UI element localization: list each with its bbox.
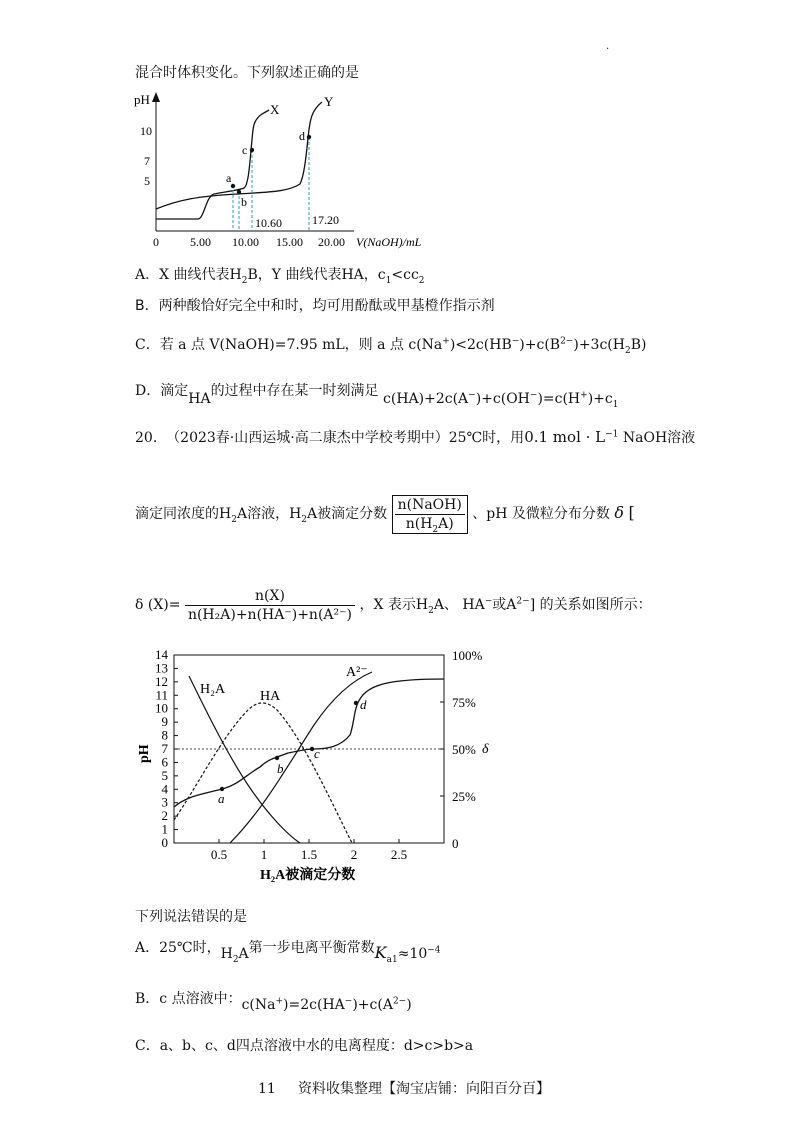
q20-stem-line-1: 20. （2023春·山西运城·高二康杰中学校考期中）25℃时，用0.1 mol · $L^{-1}$ NaOH溶液	[135, 428, 696, 446]
curve-ph	[174, 679, 444, 807]
q20-option-c: C．a、b、c、d四点溶液中水的电离程度：d>c>b>a	[135, 1038, 474, 1054]
chart2-point-d	[354, 701, 358, 705]
chart2-y-tick-label: 0	[161, 835, 168, 850]
chart2-y-tick-label: 11	[155, 687, 168, 703]
chart2-x-tick-label: 2.5	[390, 847, 408, 862]
chart2-y-tick-label: 9	[161, 714, 168, 730]
chart2-right-ticks	[440, 648, 483, 851]
chart2-point-b	[275, 756, 279, 760]
chart1-x-label: V(NaOH)/mL	[356, 235, 422, 249]
chart2-y-tick-label: 4	[161, 781, 168, 797]
chart1-y-tick: 7	[144, 154, 150, 168]
chart1-point-label-c: c	[242, 143, 248, 157]
chart1-point-d	[307, 135, 311, 139]
chart2-point-label-c: c	[314, 746, 320, 761]
q19-option-b: B．两种酸恰好完全中和时，均可用酚酞或甲基橙作指示剂	[135, 298, 495, 314]
chart1-y-tick: 5	[144, 174, 150, 188]
q19-option-d: D．滴定HA的过程中存在某一时刻满足 $c(HA)+2c(A^-)+c(OH^-)=c(H^+)+c_1$	[135, 383, 619, 410]
chart1-x-tick: 10.00	[232, 235, 259, 249]
page-number: 11	[258, 1081, 276, 1097]
chart2-x-tick-label: 2	[350, 847, 358, 862]
q20-stem-line-2: 滴定同浓度的$H_2A$溶液，$H_2A$被滴定分数 $\frac{\text{n(NaOH)}}{n(H_2A)}$ 、pH 及微粒分布分数 δ [	[135, 496, 635, 535]
corner-mark: .	[606, 41, 610, 52]
footer-text: 资料收集整理【淘宝店铺：向阳百分百】	[298, 1081, 550, 1097]
chart1-point-label-d: d	[299, 129, 305, 143]
chart1-y-tick: 10	[140, 124, 152, 138]
chart1-y-arrow	[152, 92, 160, 102]
chart2-point-label-d: d	[360, 697, 367, 712]
q19-option-c: C．若 a 点 V(NaOH)=7.95 mL，则 a 点 $c(Na^+)<2c(HB^-)+c(B^{2-})+3c(H_2B)$	[135, 336, 647, 356]
q20-option-a: A．25℃时，$H_2A$第一步电离平衡常数$K_{a1}\approx 10^{-4}$	[135, 940, 441, 965]
chart2-right-tick-label: 75%	[452, 695, 476, 710]
chart1-point-a	[231, 184, 235, 188]
chart2-right-tick-label: 25%	[452, 789, 476, 804]
chart2-species-a2: A²⁻	[346, 665, 368, 680]
chart2-y-tick-label: 5	[161, 767, 168, 783]
chart1-curve-label-y: Y	[324, 94, 334, 109]
chart1-point-label-a: a	[226, 171, 232, 185]
chart1-y-label: pH	[134, 92, 150, 107]
chart2-species-ha: HA	[260, 689, 281, 704]
intro-line: 混合时体积变化。下列叙述正确的是	[135, 65, 359, 81]
chart2-x-tick-label: 0.5	[210, 847, 228, 862]
curve-a2	[230, 672, 372, 843]
frac-numerator: n(NaOH)	[395, 496, 465, 515]
chart1-x-tick: 15.00	[276, 235, 303, 249]
chart1-x-tick: 20.00	[318, 235, 345, 249]
chart2-x-tick-label: 1	[260, 847, 268, 862]
chart2-y-tick-label: 3	[161, 794, 168, 810]
chart2-y-tick-label: 12	[155, 673, 168, 689]
chart1-point-label-b: b	[241, 195, 247, 209]
chart2-point-label-b: b	[277, 761, 284, 776]
chart2-x-label: H₂A被滴定分数	[260, 868, 356, 883]
chart2-y-right-label: δ	[482, 742, 489, 757]
q20-definition: δ (X)= $\frac{n(X)}{\text{n(H₂A)+n(HA⁻)+n(A²⁻)}}$ ，X 表示$H_2A$、 HA−或$A^{2-}$] 的关系如图所示：	[135, 587, 652, 623]
chart1-annotation-1060: 10.60	[255, 216, 282, 230]
titration-chart-2	[128, 645, 498, 890]
chart2-right-tick-label: 0	[452, 836, 459, 851]
chart2-y-left-label: pH	[137, 744, 152, 763]
chart2-right-tick-label: 100%	[452, 648, 483, 663]
curve-ha	[174, 703, 352, 843]
chart1-curve-label-x: X	[270, 102, 280, 117]
chart2-point-label-a: a	[218, 791, 225, 806]
q19-option-a: A．X 曲线代表$H_2B$，Y 曲线代表HA，$c_1<cc_2$	[135, 267, 425, 286]
chart2-y-tick-label: 1	[161, 821, 168, 837]
chart1-annotation-1720: 17.20	[312, 213, 339, 227]
chart2-y-tick-label: 10	[155, 700, 168, 716]
chart2-y-tick-label: 8	[161, 727, 168, 743]
chart2-y-tick-label: 13	[155, 660, 168, 676]
q20-option-b: B．c 点溶液中：$c(Na^+)=2c(HA^-)+c(A^{2-})$	[135, 991, 412, 1013]
chart1-point-b	[237, 190, 241, 194]
chart2-y-tick-label: 14	[155, 647, 168, 662]
chart2-right-tick-label: 50%	[452, 742, 476, 757]
chart2-y-tick-label: 7	[161, 741, 168, 756]
chart1-x-tick: 0	[153, 235, 159, 249]
chart1-point-c	[250, 148, 254, 152]
frac-denominator: n(H	[405, 515, 433, 532]
chart2-y-tick-label: 2	[161, 808, 168, 824]
q20-question-stem: 下列说法错误的是	[135, 909, 247, 925]
chart1-x-tick: 5.00	[190, 235, 211, 249]
chart2-y-tick-label: 6	[161, 754, 168, 770]
chart2-species-h2a: H₂A	[200, 682, 226, 697]
curve-h2a	[189, 676, 300, 843]
chart2-x-ticks	[211, 839, 407, 862]
titration-chart-1	[128, 88, 458, 258]
chart2-x-tick-label: 1.5	[300, 847, 318, 862]
